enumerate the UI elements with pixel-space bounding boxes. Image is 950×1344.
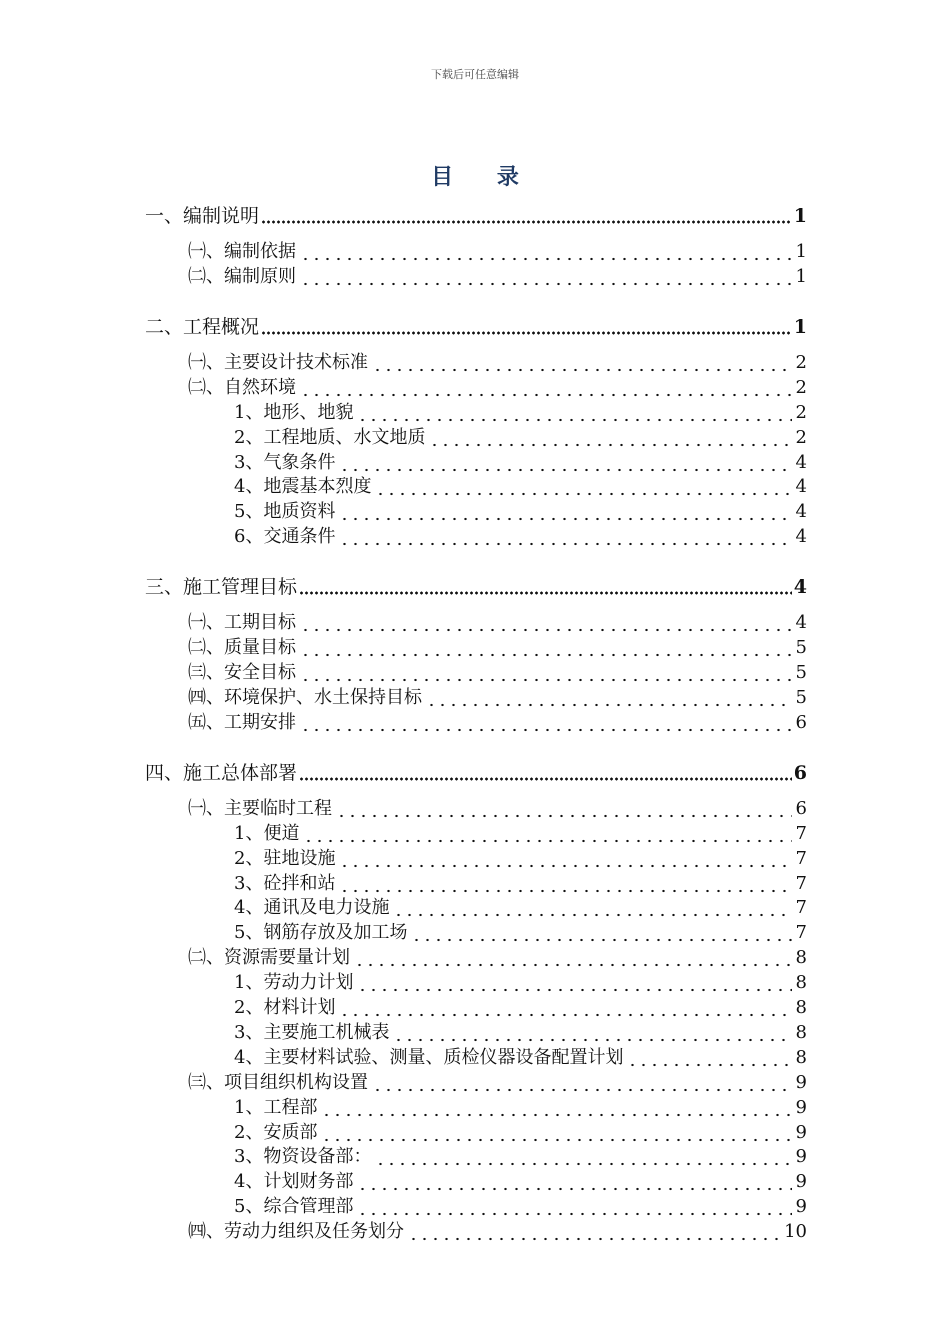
toc-entry-label: ㈠、工期目标 — [188, 612, 296, 634]
toc-entry-label: 4、地震基本烈度 — [234, 476, 372, 498]
toc-entry[interactable] — [188, 611, 807, 635]
toc-entry[interactable] — [234, 847, 807, 871]
toc-entry[interactable] — [188, 797, 807, 821]
toc-entry-page: 2 — [795, 351, 807, 373]
toc-entry[interactable] — [234, 451, 807, 475]
toc-entry-label: 5、钢筋存放及加工场 — [234, 922, 408, 944]
toc-entry-label: 2、驻地设施 — [234, 847, 336, 869]
toc-dot-leader — [339, 996, 791, 1020]
toc-entry[interactable] — [234, 1096, 807, 1120]
toc-entry-page: 9 — [795, 1146, 807, 1168]
toc-entry-page: 4 — [795, 612, 807, 634]
toc-entry-page: 7 — [795, 872, 807, 894]
toc-dot-leader — [300, 376, 792, 400]
toc-entry[interactable] — [234, 1145, 807, 1169]
toc-entry-label: ㈣、劳动力组织及任务划分 — [188, 1221, 404, 1243]
toc-entry-page: 10 — [784, 1221, 807, 1243]
toc-dot-leader — [261, 315, 792, 339]
toc-entry-page: 8 — [795, 997, 807, 1018]
toc-entry-page: 1 — [795, 265, 807, 287]
toc-entry[interactable] — [188, 240, 807, 264]
toc-title: 目 录 — [431, 164, 537, 190]
toc-entry-page: 4 — [795, 476, 807, 498]
toc-entry[interactable] — [234, 822, 807, 846]
toc-entry[interactable] — [234, 1170, 807, 1194]
toc-entry[interactable] — [234, 500, 807, 524]
toc-dot-leader — [339, 451, 791, 475]
toc-dot-leader — [357, 1195, 791, 1219]
toc-entry-page: 2 — [795, 426, 807, 448]
toc-entry-page: 4 — [793, 576, 807, 599]
toc-entry-label: ㈡、资源需要量计划 — [188, 947, 350, 969]
toc-entry-page: 4 — [795, 501, 807, 523]
toc-entry-label: 1、地形、地貌 — [234, 401, 354, 423]
toc-dot-leader — [411, 921, 791, 945]
toc-entry[interactable] — [188, 711, 807, 735]
toc-dot-leader — [300, 661, 792, 685]
toc-entry-page: 4 — [795, 451, 807, 473]
toc-entry[interactable] — [188, 1220, 807, 1244]
toc-dot-leader — [627, 1046, 791, 1070]
toc-entry[interactable] — [234, 1121, 807, 1145]
toc-entry[interactable] — [234, 896, 807, 920]
toc-entry-page: 8 — [795, 1046, 807, 1068]
toc-dot-leader — [408, 1220, 780, 1244]
toc-dot-leader — [357, 1170, 791, 1194]
toc-entry[interactable] — [188, 1071, 807, 1095]
toc-entry-label: 一、编制说明 — [145, 205, 260, 227]
toc-dot-leader — [429, 426, 791, 450]
toc-entry-label: 3、物资设备部： — [234, 1146, 372, 1168]
toc-entry[interactable] — [234, 921, 807, 945]
toc-entry[interactable] — [145, 575, 807, 599]
toc-entry-page: 1 — [793, 205, 807, 227]
toc-entry[interactable] — [188, 946, 807, 970]
toc-entry-page: 5 — [795, 662, 807, 683]
toc-entry-page: 4 — [795, 526, 807, 548]
toc-entry[interactable] — [188, 351, 807, 375]
toc-dot-leader — [372, 351, 792, 375]
toc-entry-page: 7 — [795, 922, 807, 944]
toc-entry-label: 1、便道 — [234, 822, 300, 844]
toc-entry-page: 9 — [795, 1196, 807, 1218]
toc-entry-page: 2 — [795, 376, 807, 398]
toc-entry-label: 1、工程部 — [234, 1096, 318, 1118]
toc-entry-page: 8 — [795, 947, 807, 969]
toc-entry-label: ㈡、质量目标 — [188, 637, 296, 659]
toc-entry[interactable] — [234, 872, 807, 896]
toc-entry[interactable] — [145, 315, 807, 339]
toc-entry-label: 4、通讯及电力设施 — [234, 897, 390, 919]
toc-entry[interactable] — [234, 996, 807, 1020]
toc-entry-page: 7 — [795, 847, 807, 869]
toc-entry-label: ㈢、项目组织机构设置 — [188, 1071, 368, 1093]
toc-dot-leader — [339, 500, 791, 524]
toc-entry-label: 2、材料计划 — [234, 997, 336, 1018]
toc-dot-leader — [339, 525, 791, 549]
toc-entry-label: ㈡、编制原则 — [188, 265, 296, 287]
toc-dot-leader — [375, 1145, 791, 1169]
toc-entry[interactable] — [234, 1046, 807, 1070]
toc-dot-leader — [339, 847, 791, 871]
toc-entry-label: 3、气象条件 — [234, 451, 336, 473]
toc-entry-page: 9 — [795, 1171, 807, 1193]
toc-entry-label: 2、安质部 — [234, 1121, 318, 1143]
toc-entry-page: 2 — [795, 401, 807, 423]
toc-entry-label: ㈠、主要临时工程 — [188, 797, 332, 819]
toc-entry-label: ㈡、自然环境 — [188, 376, 296, 398]
toc-dot-leader — [300, 240, 792, 264]
toc-entry-page: 9 — [795, 1096, 807, 1118]
toc-entry-label: 三、施工管理目标 — [145, 576, 298, 599]
toc-dot-leader — [357, 401, 791, 425]
toc-entry-label: 4、计划财务部 — [234, 1171, 354, 1193]
toc-dot-leader — [426, 686, 792, 710]
toc-entry-page: 7 — [795, 822, 807, 844]
toc-entry[interactable] — [234, 426, 807, 450]
toc-dot-leader — [300, 711, 792, 735]
toc-entry[interactable] — [234, 475, 807, 499]
toc-entry-page: 6 — [795, 711, 807, 733]
toc-dot-leader — [393, 1021, 791, 1045]
toc-entry[interactable] — [234, 971, 807, 995]
toc-entry[interactable] — [145, 761, 807, 785]
toc-dot-leader — [300, 636, 792, 660]
toc-dot-leader — [299, 761, 792, 785]
toc-entry[interactable] — [188, 661, 807, 685]
toc-entry-page: 1 — [795, 241, 807, 262]
toc-dot-leader — [336, 797, 792, 821]
toc-entry-label: 二、工程概况 — [145, 315, 260, 338]
toc-entry-page: 6 — [793, 761, 807, 784]
toc-entry-page: 5 — [795, 637, 807, 659]
toc-entry-label: 6、交通条件 — [234, 526, 336, 548]
toc-dot-leader — [303, 822, 791, 846]
toc-entry[interactable] — [188, 265, 807, 289]
toc-dot-leader — [299, 575, 792, 599]
toc-entry-page: 8 — [795, 1021, 807, 1043]
toc-entry-page: 6 — [795, 797, 807, 819]
toc-dot-leader — [372, 1071, 792, 1095]
toc-entry-label: ㈤、工期安排 — [188, 711, 296, 733]
toc-entry-page: 1 — [793, 315, 807, 338]
toc-dot-leader — [375, 475, 791, 499]
toc-dot-leader — [300, 265, 792, 289]
toc-entry[interactable] — [234, 1021, 807, 1045]
toc-entry-page: 7 — [795, 897, 807, 919]
toc-entry[interactable] — [188, 376, 807, 400]
toc-dot-leader — [393, 896, 791, 920]
toc-entry-label: 1、劳动力计划 — [234, 972, 354, 994]
toc-dot-leader — [321, 1096, 791, 1120]
toc-entry-page: 9 — [795, 1121, 807, 1143]
toc-entry-label: 5、综合管理部 — [234, 1196, 354, 1218]
toc-entry-page: 8 — [795, 972, 807, 994]
toc-entry[interactable] — [188, 636, 807, 660]
toc-entry-page: 9 — [795, 1071, 807, 1093]
toc-entry-label: 5、地质资料 — [234, 501, 336, 523]
toc-entry[interactable] — [145, 204, 807, 228]
toc-entry-label: 3、砼拌和站 — [234, 872, 336, 894]
toc-dot-leader — [354, 946, 792, 970]
toc-entry[interactable] — [234, 401, 807, 425]
toc-entry-label: ㈠、编制依据 — [188, 241, 296, 262]
toc-dot-leader — [300, 611, 792, 635]
toc-dot-leader — [261, 204, 792, 228]
toc-entry-label: 2、工程地质、水文地质 — [234, 426, 426, 448]
toc-dot-leader — [321, 1121, 791, 1145]
toc-entry-label: 4、主要材料试验、测量、质检仪器设备配置计划 — [234, 1046, 624, 1068]
toc-entry-label: ㈢、安全目标 — [188, 662, 296, 683]
toc-entry-label: ㈠、主要设计技术标准 — [188, 351, 368, 373]
page-header-note: 下载后可任意编辑 — [431, 68, 519, 81]
toc-entry-label: ㈣、环境保护、水土保持目标 — [188, 686, 422, 708]
toc-entry[interactable] — [234, 1195, 807, 1219]
toc-entry-label: 3、主要施工机械表 — [234, 1021, 390, 1043]
toc-dot-leader — [339, 872, 791, 896]
toc-entry-page: 5 — [795, 686, 807, 708]
toc-dot-leader — [357, 971, 791, 995]
toc-entry[interactable] — [234, 525, 807, 549]
toc-entry-label: 四、施工总体部署 — [145, 761, 298, 784]
toc-entry[interactable] — [188, 686, 807, 710]
